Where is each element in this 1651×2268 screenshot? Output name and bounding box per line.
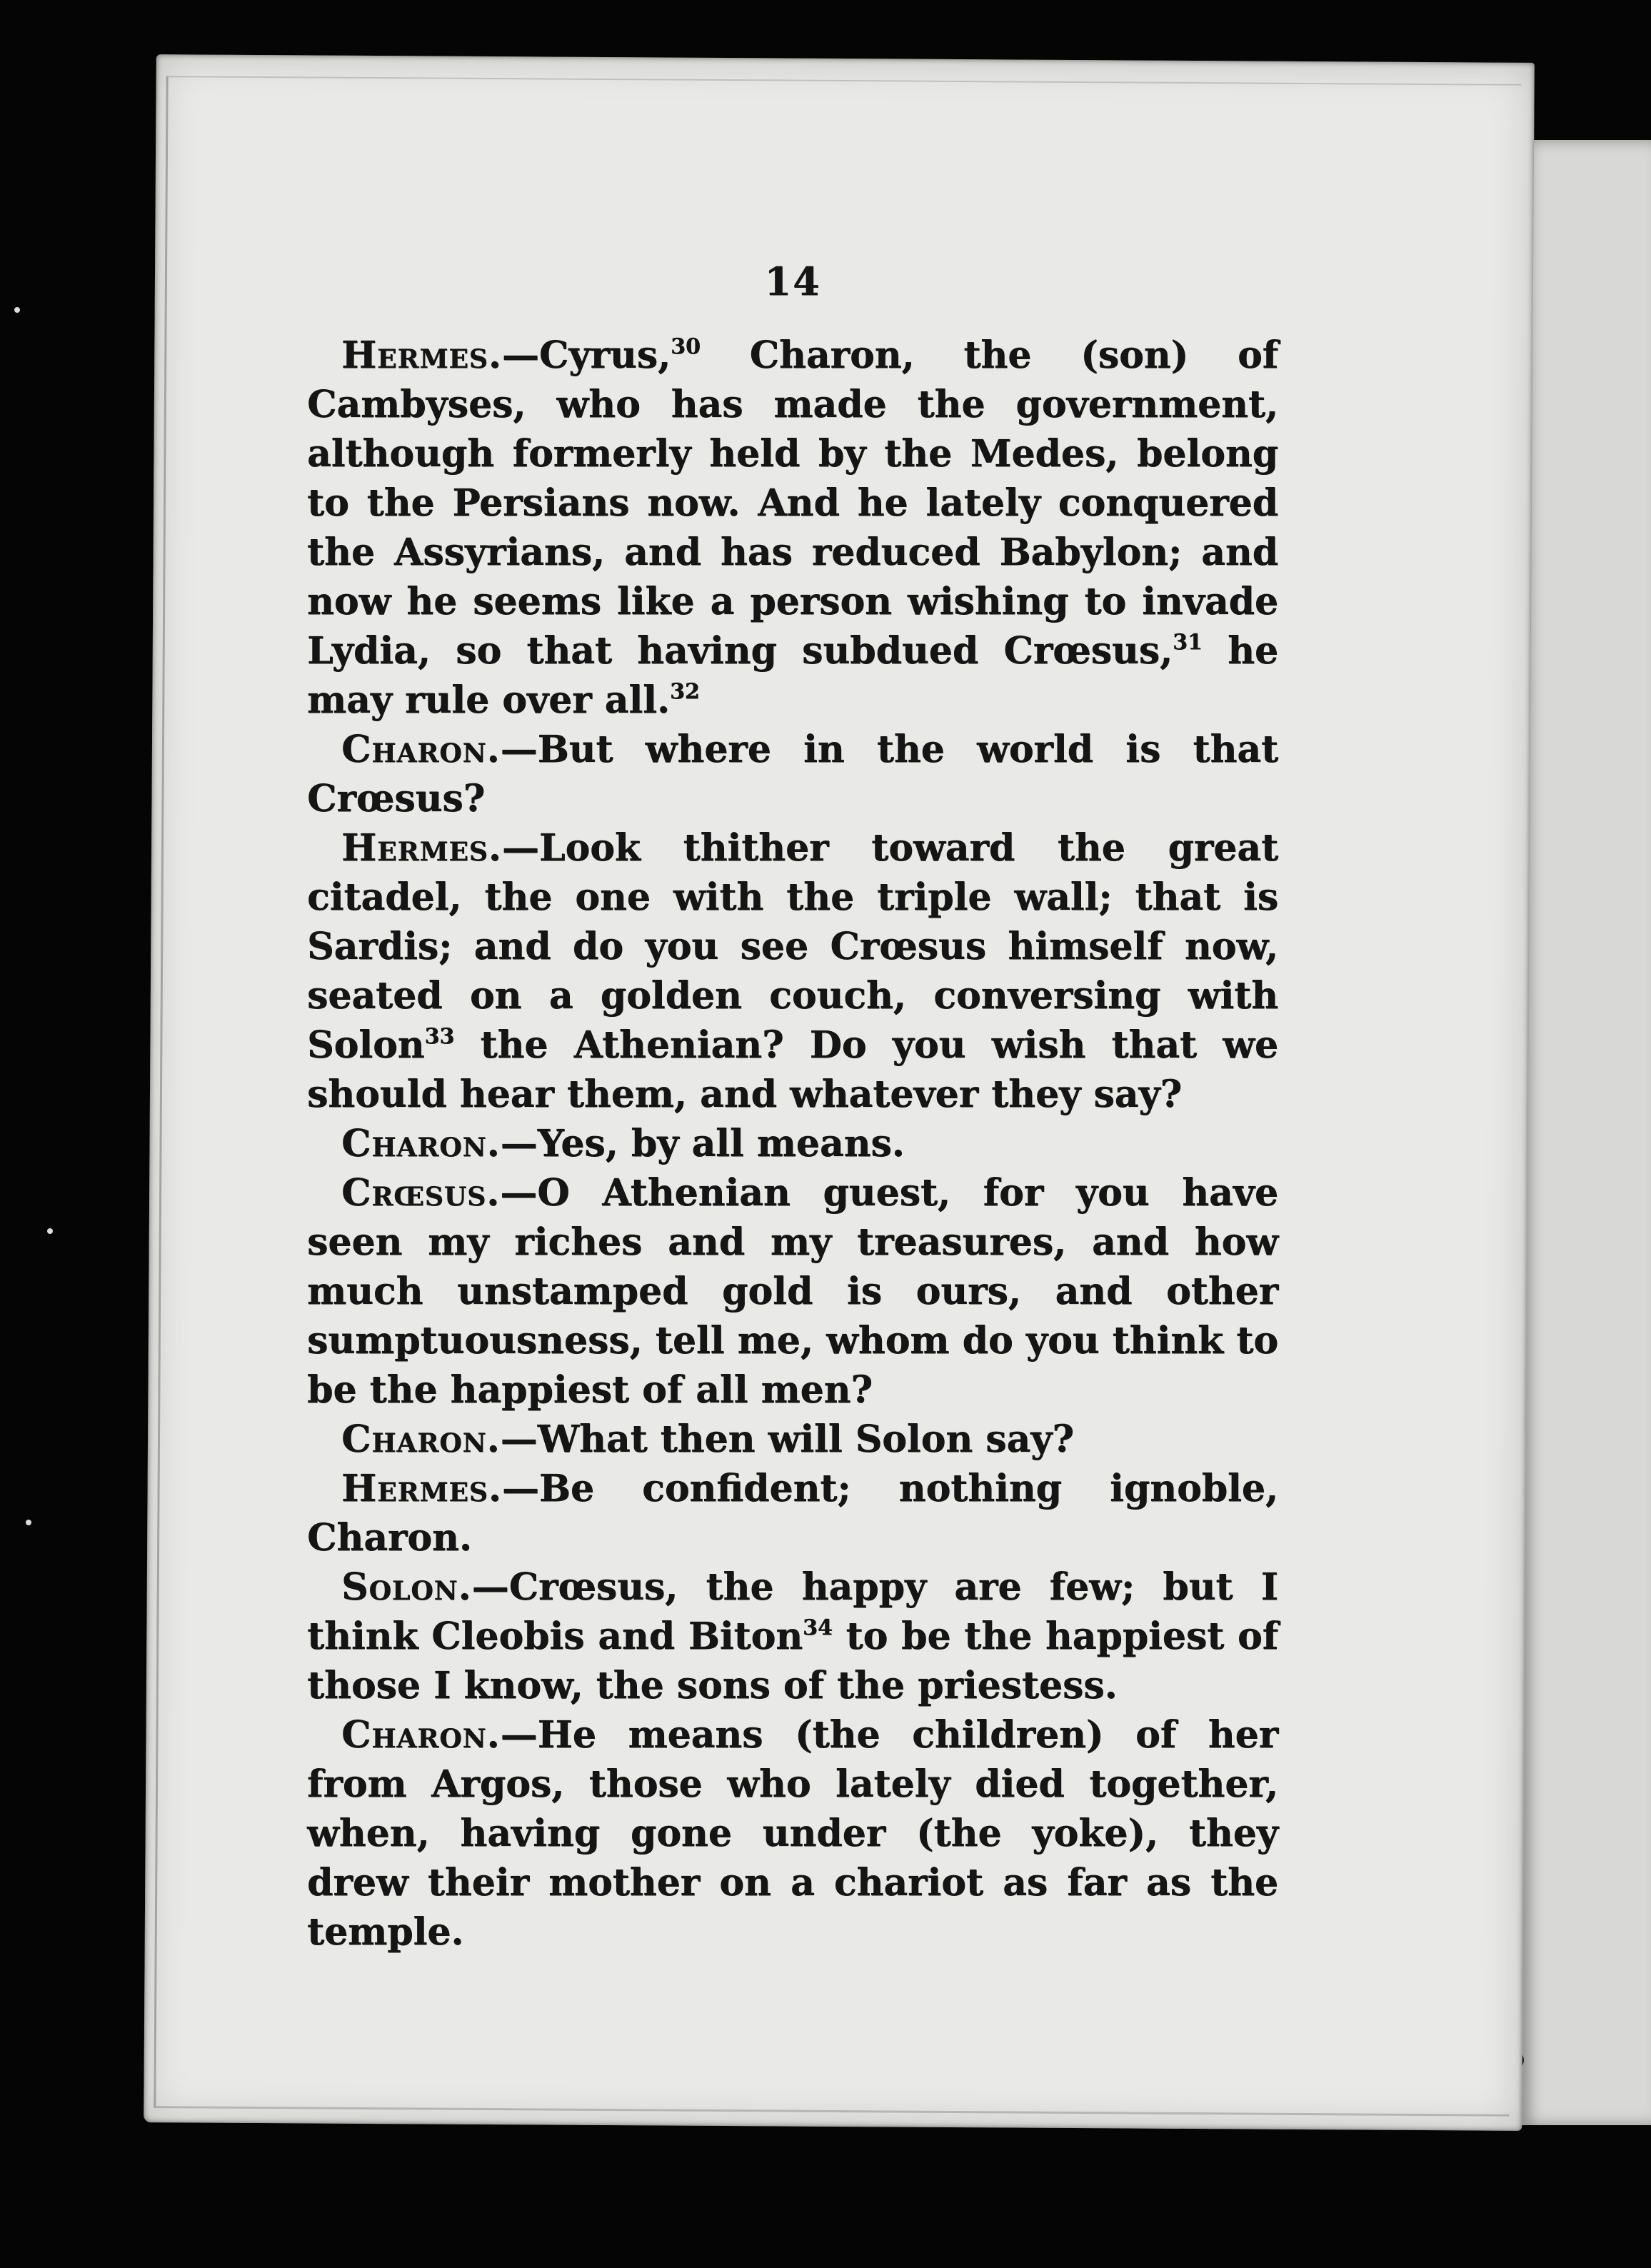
- dialogue-text: to be the happiest of those I know, the sons of the priestess.: [307, 1615, 1278, 1707]
- dialogue-paragraph: [307, 1415, 1278, 1464]
- dialogue-text: —Cyrus,: [501, 333, 671, 377]
- page-number: 14: [764, 259, 821, 304]
- dialogue-text: —O Athenian guest, for you have seen my riches and my treasures, and how much unstamped gold is ours, and other sumptuousness, tell me, whom do you think to be the happiest of all men?: [307, 1171, 1278, 1412]
- speaker-name: Hermes.: [341, 1467, 502, 1510]
- dialogue-text: —Look thither toward the great citadel, the one with the triple wall; that is Sardis; and do you see Crœsus himself now, seated on a golden couch, conversing with Solon: [307, 826, 1278, 1067]
- speaker-name: Charon.: [341, 1713, 501, 1757]
- speaker-name: Charon.: [341, 728, 501, 771]
- dialogue-paragraph: [307, 1168, 1278, 1415]
- speaker-name: Solon.: [341, 1565, 472, 1609]
- scan-speck: [26, 1520, 31, 1525]
- speaker-name: Charon.: [341, 1418, 501, 1461]
- facing-page-edge: [1520, 140, 1651, 2125]
- dialogue-text: Charon, the (son) of Cambyses, who has made the government, although formerly held by the Medes, belong to the Persians now. And he lately conquered the Assyrians, and has reduced Babylon; and now he seems like a person wishing to invade Lydia, so that having subdued Crœsus,: [307, 333, 1278, 673]
- dialogue-text: —Yes, by all means.: [500, 1122, 905, 1165]
- page-text: [307, 257, 1278, 1957]
- footnote-marker: 31: [1173, 630, 1203, 655]
- dialogue-paragraph: [307, 823, 1278, 1119]
- footnote-marker: 34: [803, 1615, 833, 1640]
- scan-speck: [47, 1228, 53, 1234]
- footnote-marker: 30: [671, 334, 701, 359]
- dialogue-paragraph: [307, 725, 1278, 823]
- dialogue-body: [307, 331, 1278, 1957]
- speaker-name: Crœsus.: [341, 1171, 501, 1215]
- dialogue-text: —What then will Solon say?: [500, 1418, 1074, 1461]
- dialogue-text: —Be confident; nothing ignoble, Charon.: [307, 1467, 1278, 1560]
- dialogue-text: —But where in the world is that Crœsus?: [307, 728, 1278, 821]
- dialogue-paragraph: [307, 1710, 1278, 1957]
- scan-speck: [14, 307, 20, 313]
- dialogue-paragraph: [307, 331, 1278, 725]
- dialogue-text: —Crœsus, the happy are few; but I think Cleobis and Biton: [307, 1565, 1278, 1658]
- footnote-marker: 32: [669, 679, 700, 704]
- dialogue-paragraph: [307, 1464, 1278, 1562]
- speaker-name: Hermes.: [341, 333, 502, 377]
- speaker-name: Hermes.: [341, 826, 502, 870]
- dialogue-paragraph: [307, 1119, 1278, 1168]
- footnote-marker: 33: [424, 1024, 455, 1049]
- dialogue-text: he may rule over all.: [307, 629, 1278, 722]
- speaker-name: Charon.: [341, 1122, 501, 1165]
- dialogue-paragraph: [307, 1562, 1278, 1710]
- dialogue-text: the Athenian? Do you wish that we should hear them, and whatever they say?: [307, 1023, 1278, 1116]
- dialogue-text: —He means (the children) of her from Argos, those who lately died together, when, having gone under (the yoke), they drew their mother on a chariot as far as the temple.: [307, 1713, 1278, 1954]
